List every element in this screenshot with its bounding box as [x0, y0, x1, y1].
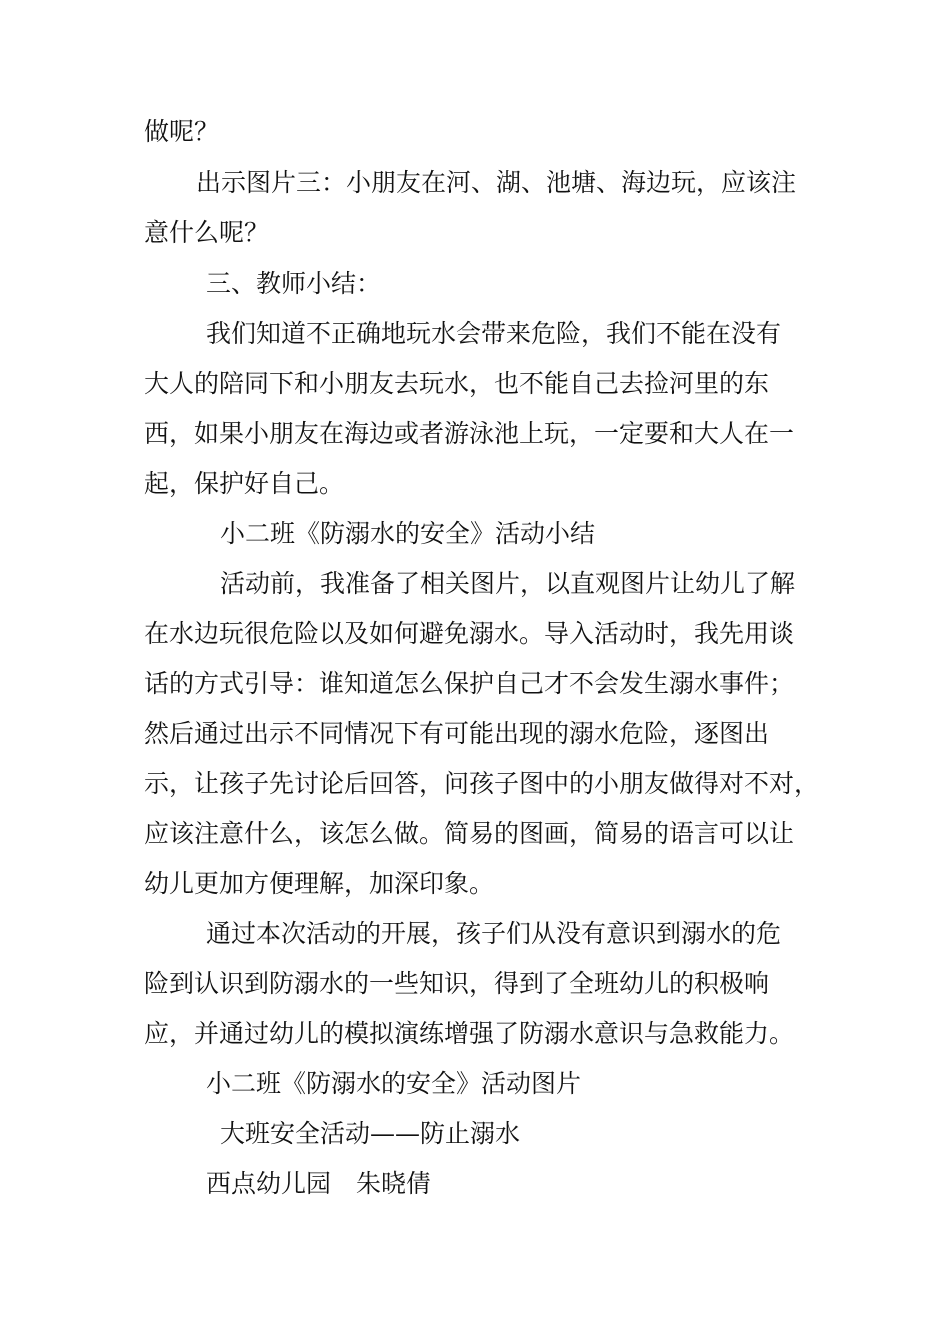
text-line: 应，并通过幼儿的模拟演练增强了防溺水意识与急救能力。 — [144, 1019, 795, 1048]
text-line: 在水边玩很危险以及如何避免溺水。导入活动时，我先用谈 — [144, 619, 795, 648]
section-title: 大班安全活动——防止溺水 — [220, 1119, 521, 1148]
text-line: 做呢？ — [144, 117, 220, 146]
text-line: 幼儿更加方便理解，加深印象。 — [144, 869, 495, 898]
text-line: 话的方式引导：谁知道怎么保护自己才不会发生溺水事件； — [144, 669, 795, 698]
section-heading: 三、教师小结： — [206, 269, 382, 298]
text-line: 示，让孩子先讨论后回答，问孩子图中的小朋友做得对不对， — [144, 769, 820, 798]
text-line: 通过本次活动的开展，孩子们从没有意识到溺水的危 — [206, 919, 782, 948]
text-line: 出示图片三：小朋友在河、湖、池塘、海边玩，应该注 — [196, 168, 797, 197]
text-line: 应该注意什么，该怎么做。简易的图画，简易的语言可以让 — [144, 819, 795, 848]
text-line: 意什么呢？ — [144, 218, 270, 247]
section-title: 小二班《防溺水的安全》活动图片 — [206, 1069, 582, 1098]
text-line: 然后通过出示不同情况下有可能出现的溺水危险，逐图出 — [144, 719, 770, 748]
text-line: 起，保护好自己。 — [144, 469, 345, 498]
author-line: 西点幼儿园 朱晓倩 — [206, 1169, 432, 1198]
text-line: 西，如果小朋友在海边或者游泳池上玩，一定要和大人在一 — [144, 419, 795, 448]
text-line: 大人的陪同下和小朋友去玩水，也不能自己去捡河里的东 — [144, 369, 770, 398]
text-line: 活动前，我准备了相关图片，以直观图片让幼儿了解 — [220, 569, 796, 598]
text-line: 险到认识到防溺水的一些知识，得到了全班幼儿的积极响 — [144, 969, 770, 998]
text-line: 我们知道不正确地玩水会带来危险，我们不能在没有 — [206, 319, 782, 348]
section-title: 小二班《防溺水的安全》活动小结 — [220, 519, 596, 548]
